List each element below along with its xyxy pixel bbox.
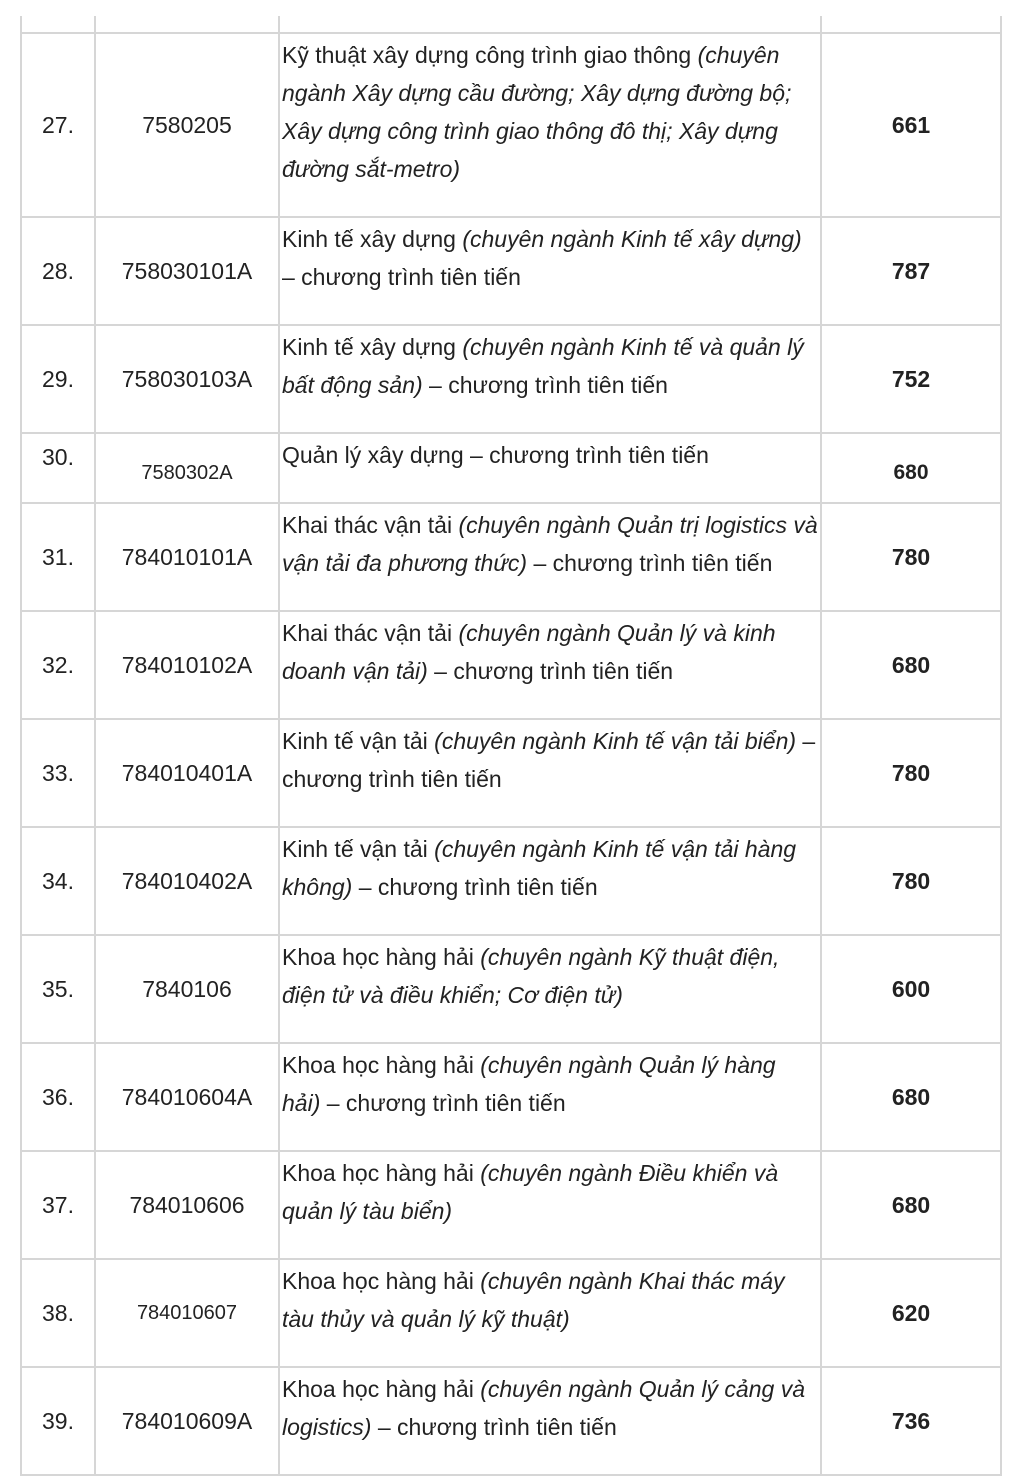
major-name: Khai thác vận tải [282, 620, 459, 646]
table-row [21, 433, 1001, 503]
row-number: 36. [21, 1043, 95, 1151]
major-specialization: (chuyên ngành Quản lý hàng hải) [282, 1052, 776, 1116]
major-code: 7580205 [95, 33, 279, 217]
major-code: 784010609A [95, 1367, 279, 1475]
major-name-cell [279, 217, 821, 325]
score-value: 680 [821, 611, 1001, 719]
major-name-cell [279, 433, 821, 503]
major-name-cell [279, 611, 821, 719]
row-number: 29. [21, 325, 95, 433]
major-name: Khoa học hàng hải [282, 1160, 481, 1186]
strip-cell [21, 16, 95, 33]
table-body [21, 16, 1001, 1475]
major-specialization: (chuyên ngành Quản lý cảng và logistics) [282, 1376, 805, 1440]
major-name-cell [279, 503, 821, 611]
score-value: 780 [821, 503, 1001, 611]
table-top-strip [21, 16, 1001, 33]
score-value: 661 [821, 33, 1001, 217]
score-value: 600 [821, 935, 1001, 1043]
table-row [21, 1259, 1001, 1367]
major-program-suffix: – chương trình tiên tiến [282, 264, 521, 290]
row-number: 31. [21, 503, 95, 611]
table-row [21, 1043, 1001, 1151]
major-code: 784010102A [95, 611, 279, 719]
table-row [21, 719, 1001, 827]
major-name: Kinh tế xây dựng [282, 226, 463, 252]
major-name-cell [279, 719, 821, 827]
major-specialization: (chuyên ngành Kỹ thuật điện, điện tử và điều khiển; Cơ điện tử) [282, 944, 780, 1008]
score-value: 780 [821, 719, 1001, 827]
major-specialization: (chuyên ngành Xây dựng cầu đường; Xây dựng đường bộ; Xây dựng công trình giao thông đô thị; Xây dựng đường sắt-metro) [282, 42, 792, 182]
table-row [21, 1151, 1001, 1259]
major-code: 758030103A [95, 325, 279, 433]
major-name-cell [279, 33, 821, 217]
major-code: 784010101A [95, 503, 279, 611]
major-specialization: (chuyên ngành Khai thác máy tàu thủy và quản lý kỹ thuật) [282, 1268, 785, 1332]
major-code: 7580302A [95, 433, 279, 503]
major-name-cell [279, 1259, 821, 1367]
major-name-cell [279, 1043, 821, 1151]
table-row [21, 1367, 1001, 1475]
row-number: 39. [21, 1367, 95, 1475]
major-code: 784010402A [95, 827, 279, 935]
major-program-suffix: – chương trình tiên tiến [320, 1090, 566, 1116]
table-row [21, 325, 1001, 433]
row-number: 28. [21, 217, 95, 325]
score-value: 680 [821, 433, 1001, 503]
score-value: 752 [821, 325, 1001, 433]
admission-score-table [20, 16, 1002, 1476]
row-number: 35. [21, 935, 95, 1043]
major-specialization: (chuyên ngành Kinh tế và quản lý bất động sản) [282, 334, 804, 398]
major-specialization: (chuyên ngành Kinh tế xây dựng) [462, 226, 802, 252]
major-name: Khoa học hàng hải [282, 1268, 481, 1294]
major-program-suffix: – chương trình tiên tiến [422, 372, 668, 398]
major-name-cell [279, 325, 821, 433]
major-program-suffix: – chương trình tiên tiến [427, 658, 674, 684]
major-specialization: (chuyên ngành Quản trị logistics và vận tải đa phương thức) [282, 512, 818, 576]
major-name-cell [279, 1151, 821, 1259]
table-row [21, 33, 1001, 217]
major-name: Khoa học hàng hải [282, 944, 481, 970]
table-row [21, 503, 1001, 611]
major-name-cell [279, 935, 821, 1043]
major-name-cell [279, 827, 821, 935]
major-specialization: (chuyên ngành Quản lý và kinh doanh vận tải) [282, 620, 776, 684]
major-name-cell [279, 1367, 821, 1475]
major-name: Quản lý xây dựng – chương trình tiên tiến [282, 442, 709, 468]
major-code: 784010606 [95, 1151, 279, 1259]
major-specialization: (chuyên ngành Kinh tế vận tải biển) [434, 728, 797, 754]
table-row [21, 827, 1001, 935]
major-name: Kinh tế xây dựng [282, 334, 463, 360]
row-number: 38. [21, 1259, 95, 1367]
score-value: 680 [821, 1043, 1001, 1151]
major-program-suffix: – chương trình tiên tiến [352, 874, 598, 900]
major-code: 784010401A [95, 719, 279, 827]
strip-cell [279, 16, 821, 33]
score-value: 680 [821, 1151, 1001, 1259]
major-code: 784010604A [95, 1043, 279, 1151]
score-value: 780 [821, 827, 1001, 935]
score-value: 736 [821, 1367, 1001, 1475]
major-name: Khoa học hàng hải [282, 1376, 481, 1402]
major-name: Kinh tế vận tải [282, 836, 435, 862]
row-number: 37. [21, 1151, 95, 1259]
strip-cell [821, 16, 1001, 33]
major-code: 784010607 [95, 1259, 279, 1367]
major-code: 7840106 [95, 935, 279, 1043]
major-specialization: (chuyên ngành Kinh tế vận tải hàng không) [282, 836, 797, 900]
row-number: 32. [21, 611, 95, 719]
table-row [21, 611, 1001, 719]
major-name: Khai thác vận tải [282, 512, 459, 538]
major-program-suffix: – chương trình tiên tiến [282, 728, 816, 792]
major-name: Kỹ thuật xây dựng công trình giao thông [282, 42, 698, 68]
score-value: 787 [821, 217, 1001, 325]
table-row [21, 935, 1001, 1043]
major-program-suffix: – chương trình tiên tiến [527, 550, 773, 576]
major-name: Kinh tế vận tải [282, 728, 435, 754]
major-name: Khoa học hàng hải [282, 1052, 481, 1078]
major-specialization: (chuyên ngành Điều khiển và quản lý tàu biển) [282, 1160, 779, 1224]
major-code: 758030101A [95, 217, 279, 325]
table-row [21, 217, 1001, 325]
row-number: 27. [21, 33, 95, 217]
row-number: 33. [21, 719, 95, 827]
major-program-suffix: – chương trình tiên tiến [371, 1414, 617, 1440]
row-number: 34. [21, 827, 95, 935]
row-number: 30. [21, 433, 95, 503]
score-value: 620 [821, 1259, 1001, 1367]
strip-cell [95, 16, 279, 33]
